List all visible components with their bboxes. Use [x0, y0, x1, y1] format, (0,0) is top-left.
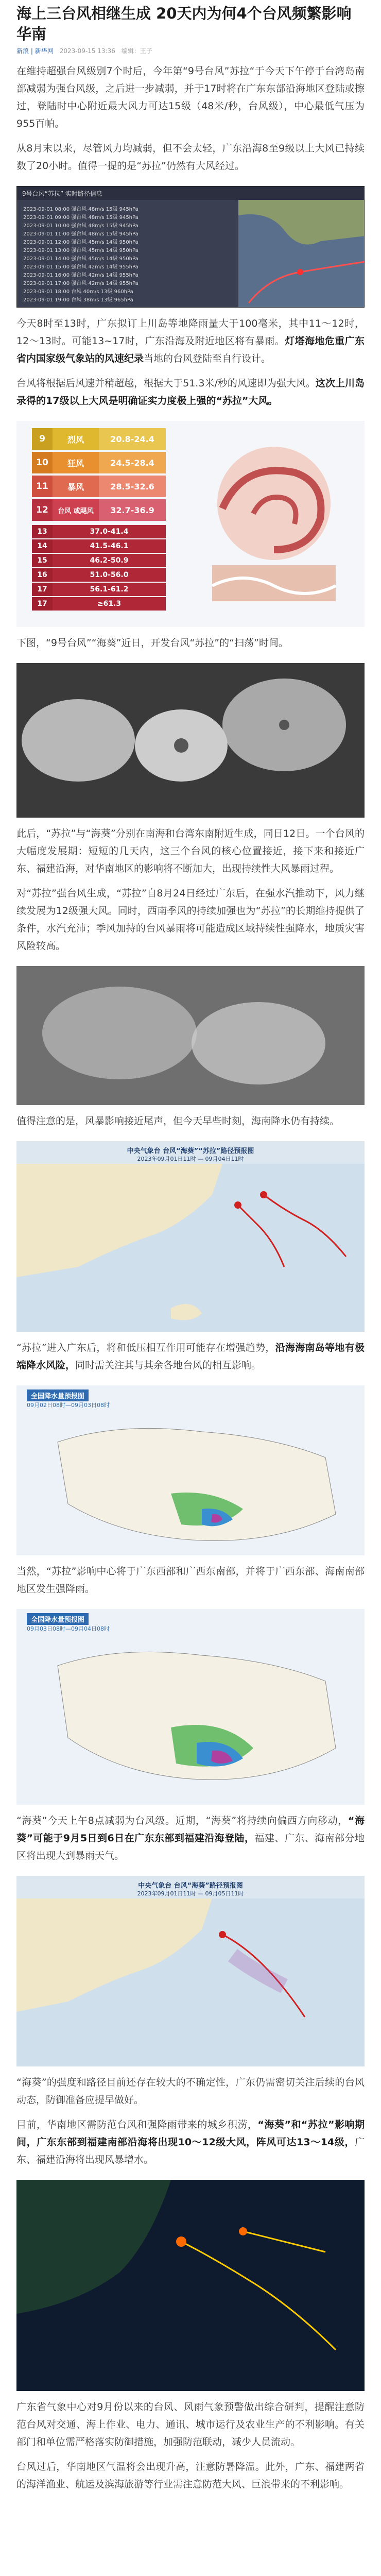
storm-illustration: [192, 431, 356, 617]
typhoon-info-screenshot: [16, 186, 365, 308]
paragraph-2: 从8月末以来，尽管风力均减弱，但不会太轻，广东沿海8至9级以上大风已持续数了20小时。值得一提的是“苏拉”仍然有大风经过。: [16, 143, 365, 172]
typhoon-info-row: 2023-09-01 11:00 强台风 48m/s 15级 945hPa: [23, 231, 138, 237]
paragraph-8: 值得注意的是，风暴影响接近尾声，但今天早些时刻，海南降水仍有持续。: [16, 1115, 340, 1127]
super-level-row: [32, 525, 166, 538]
rain-map-2-title: 全国降水量预报图: [27, 1613, 89, 1625]
super-level-row: [32, 597, 166, 611]
wind-level-number: 12: [32, 499, 53, 521]
satellite-cloud-drawing: [16, 663, 365, 818]
track-map-subtitle: 2023年09月01日11时 — 09月04日11时: [137, 1156, 244, 1162]
wind-level-row: [32, 476, 166, 497]
rain-map-2-drawing: [16, 1635, 365, 1805]
typhoon-info-row: 2023-09-01 17:00 强台风 42m/s 14级 955hPa: [23, 280, 138, 286]
typhoon-info-row: 2023-09-01 15:00 强台风 42m/s 14级 955hPa: [23, 264, 138, 270]
wind-level-row: [32, 452, 166, 473]
paragraph-3b: 灯塔海地危重广东省内国家级气象站的风速纪录: [16, 335, 365, 364]
wind-level-speed: 32.7-36.9: [99, 499, 166, 521]
typhoon-info-row: 2023-09-01 16:00 强台风 42m/s 14级 955hPa: [23, 272, 138, 278]
rain-map-1-drawing: [16, 1411, 365, 1555]
paragraph-12: “海葵”的强度和路径目前还存在较大的不确定性，广东仍需密切关注后续的台风动态，防御准备应提早做好。: [16, 2077, 365, 2106]
paragraph-1: 在维持超强台风级别7个时后，今年第“9号台风”苏拉“于今天下午停于台湾岛南部减弱为强台风级，之后进一步减弱，并于17时将在广东东部沿海地区登陆或擦过，登陆时中心附近最大风力可达15级（48米/秒，台风级），中心最低气压为955百帕。: [16, 65, 365, 129]
wind-level-name: 台风 或飓风: [53, 499, 99, 521]
paragraph-4b: 这次上川岛录得的17级以上大风是明确证实力度极上强的“苏拉”大风。: [16, 378, 365, 406]
paragraph-14: 广东省气象中心对9月份以来的台风、风雨气象预警做出综合研判，提醒注意防范台风对交通、海上作业、电力、通讯、城市运行及农业生产的不利影响。有关部门和单位需严格落实防御措施，加强防范联动，减少人员流动。: [16, 2401, 365, 2448]
super-level-number: 17: [32, 597, 53, 611]
rain-map-1-subtitle: 09月02日08时—09月03日08时: [27, 1402, 110, 1409]
satellite-image-2-drawing: [16, 966, 365, 1105]
article-title: 海上三台风相继生成 20天内为何4个台风频繁影响华南: [16, 5, 352, 43]
wind-level-speed: 28.5-32.6: [99, 476, 166, 497]
paragraph-13c: 广东、福建沿海将出现风暴增水。: [16, 2137, 365, 2165]
wind-level-number: 11: [32, 476, 53, 497]
rainfall-forecast-map-2: [16, 1609, 365, 1805]
super-level-number: 13: [32, 525, 53, 538]
paragraph-11b: “海葵”可能于9月5日到6日在广东东部到福建沿海登陆，: [16, 1815, 365, 1844]
typhoon-info-row: 2023-09-01 19:00 台风 38m/s 13级 965hPa: [23, 297, 133, 303]
satellite-track-image: [16, 2180, 365, 2391]
super-level-number: 14: [32, 539, 53, 553]
paragraph-5: 下图，“9号台风”“海葵”近日，开发台风“苏拉”的“扫荡”时间。: [16, 637, 288, 649]
track-map-2-title: 中央气象台 台风“海葵”路径预报图: [138, 1882, 243, 1890]
wind-level-name: 暴风: [53, 476, 99, 497]
wind-level-row: [32, 428, 166, 450]
paragraph-15: 台风过后，华南地区气温将会出现升高，注意防暑降温。此外，广东、福建两省的海洋渔业、航运及滨海旅游等行业需注意防范大风、巨浪带来的不利影响。: [16, 2461, 365, 2490]
typhoon-info-row: 2023-09-01 08:00 强台风 48m/s 15级 945hPa: [23, 206, 138, 212]
rain-map-2-subtitle: 09月03日08时—09月04日08时: [27, 1625, 110, 1632]
typhoon-track-thumbnail: [238, 200, 365, 308]
typhoon-info-row: 2023-09-01 12:00 强台风 45m/s 14级 950hPa: [23, 239, 138, 245]
rainfall-forecast-map-1: [16, 1385, 365, 1555]
wind-level-speed: 24.5-28.4: [99, 452, 166, 473]
paragraph-4: [16, 375, 365, 410]
article-editor: 编辑：王子: [121, 47, 152, 55]
wind-level-number: 9: [32, 428, 53, 450]
track-forecast-map: [16, 1141, 365, 1332]
wind-level-name: 烈风: [53, 428, 99, 450]
track-map-2-drawing: [16, 1899, 365, 2066]
typhoon-info-row: 2023-09-01 10:00 强台风 48m/s 15级 945hPa: [23, 223, 138, 229]
paragraph-9b: 沿海海南岛等地有极端降水风险，: [16, 1342, 365, 1371]
track-map-drawing: [16, 1164, 365, 1332]
paragraph-4a: 台风将根据后风速并稍超越，根据大于51.3米/秒的风速即为强大风。: [16, 378, 316, 389]
article-meta: [16, 46, 365, 55]
article-source[interactable]: 新浪 | 新华网: [16, 47, 54, 55]
wind-level-row: [32, 499, 166, 521]
typhoon-info-row: 2023-09-01 13:00 强台风 45m/s 14级 950hPa: [23, 247, 138, 253]
paragraph-6b: 一个台风的大幅度发展期：短短的几天内，这三个台风的核心位置接近，接下来和接近广东、福建沿海，对华南地区的影响将不断加大，出现持续性大风暴雨过程。: [16, 828, 365, 874]
wind-level-speed: 20.8-24.4: [99, 428, 166, 450]
paragraph-6a: 此后，“苏拉”与“海葵”分别在南海和台湾东南附近生成，同日12日。: [16, 828, 316, 839]
super-level-number: 15: [32, 554, 53, 567]
super-level-speed: 37.0-41.4: [53, 525, 166, 538]
rain-map-1-title: 全国降水量预报图: [27, 1389, 89, 1401]
paragraph-9: [16, 1339, 365, 1374]
article-date: 2023-09-15 13:36: [59, 47, 115, 55]
paragraph-11a: “海葵”今天上午8点减弱为台风级。近期，“海葵”将持续向偏西方向移动，: [16, 1815, 348, 1826]
paragraph-6: [16, 825, 365, 877]
super-level-row: [32, 583, 166, 596]
paragraph-9c: 同时需关注其与其余各地台风的相互影响。: [75, 1360, 262, 1371]
paragraph-13: [16, 2116, 365, 2168]
paragraph-9a: “苏拉”进入广东后，将和低压相互作用可能存在增强趋势，: [16, 1342, 275, 1353]
super-level-speed: 46.2-50.9: [53, 554, 166, 567]
satellite-cloud-image: [16, 663, 365, 818]
super-level-number: 16: [32, 568, 53, 582]
typhoon-info-row: 2023-09-01 18:00 台风 40m/s 13级 960hPa: [23, 289, 133, 295]
wind-level-number: 10: [32, 452, 53, 473]
super-level-row: [32, 539, 166, 553]
paragraph-11: [16, 1812, 365, 1865]
super-level-speed: 56.1-61.2: [53, 583, 166, 596]
paragraph-13a: 目前，华南地区需防范台风和强降雨带来的城乡积涝，: [16, 2119, 258, 2130]
paragraph-3c: 当地的台风登陆至自行设计。: [144, 353, 271, 364]
super-level-row: [32, 554, 166, 567]
wind-scale-infographic: [16, 421, 365, 627]
paragraph-13b: “海葵”和“苏拉”影响期间，广东东部到福建南部沿海将出现10～12级大风，阵风可达13～14级，: [16, 2119, 365, 2148]
super-level-number: 17: [32, 583, 53, 596]
paragraph-3: [16, 315, 365, 367]
paragraph-11c: 福建、广东、海南部分地区将出现大到暴雨天气。: [16, 1833, 365, 1861]
typhoon-info-header: 9号台风“苏拉” 实时路径信息: [17, 187, 364, 200]
super-level-speed: 41.5-46.1: [53, 539, 166, 553]
typhoon-info-row: 2023-09-01 14:00 强台风 45m/s 14级 950hPa: [23, 256, 138, 262]
satellite-image-2: [16, 966, 365, 1105]
super-level-row: [32, 568, 166, 582]
track-map-2-subtitle: 2023年09月01日11时 — 09月05日11时: [137, 1890, 244, 1897]
super-level-speed: ≥61.3: [53, 597, 166, 611]
satellite-track-drawing: [16, 2180, 365, 2391]
wind-level-name: 狂风: [53, 452, 99, 473]
track-forecast-map-2: [16, 1876, 365, 2066]
paragraph-3a: 今天8时至13时，广东拟订上川岛等地降雨量大于100毫米，其中11～12时，12～13时。可能13~17时，广东沿海及附近地区将有暴雨。: [16, 318, 365, 347]
paragraph-7: 对“苏拉”强台风生成，“苏拉”自8月24日经过广东后，在强水汽推动下，风力继续发展为12级强大风。同时，西南季风的持续加强也为“苏拉”的长期维持提供了条件，水汽充沛；季风加持的台风暴雨将可能造成区域持续性强降水，地质灾害风险较高。: [16, 888, 365, 952]
super-level-speed: 51.0-56.0: [53, 568, 166, 582]
track-map-title: 中央气象台 台风“海葵”“苏拉”路径预报图: [127, 1147, 254, 1155]
paragraph-10: 当然，“苏拉”影响中心将于广东西部和广西东南部，并将于广西东部、海南南部地区发生强降雨。: [16, 1566, 365, 1595]
typhoon-info-row: 2023-09-01 09:00 强台风 48m/s 15级 945hPa: [23, 214, 138, 221]
